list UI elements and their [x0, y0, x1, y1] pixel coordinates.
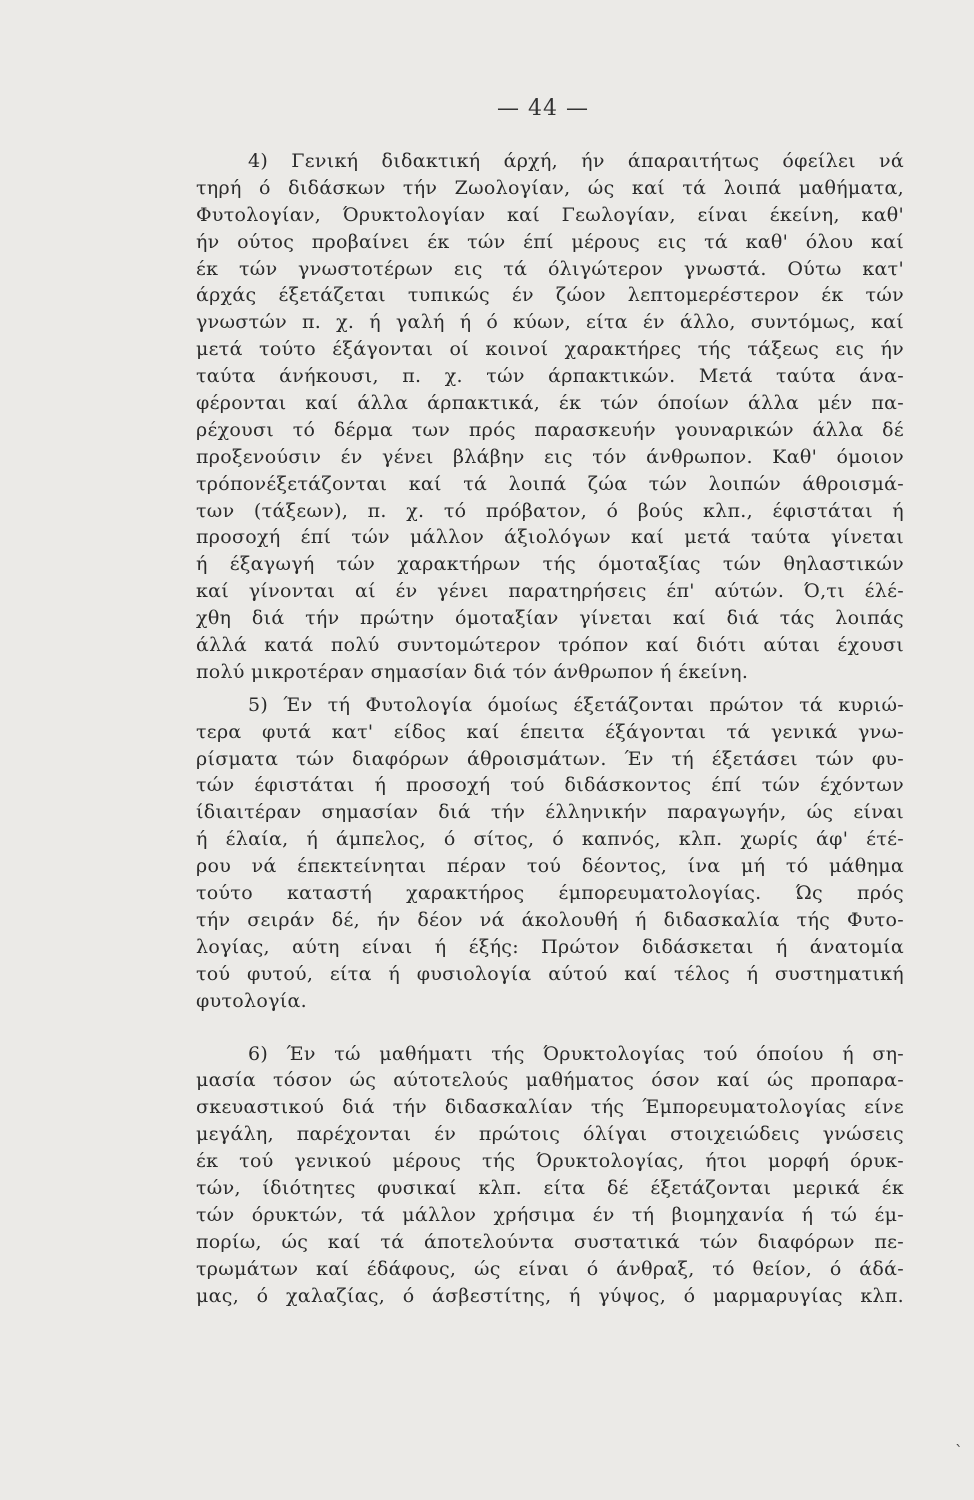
text-line: 5) Έν τή Φυτολογία όμοίως έξετάζονται πρώτον τά κυριώ- [248, 693, 904, 716]
text-line: τερα φυτά κατ' είδος καί έπειτα έξάγονται τά γενικά γνω- [196, 720, 904, 743]
text-line: πορίω, ώς καί τά άποτελούντα συστατικά τών διαφόρων πε- [196, 1230, 904, 1253]
page-number: — 44 — [497, 96, 589, 121]
text-line: μετά τούτο έξάγονται οί κοινοί χαρακτήρες τής τάξεως εις ήν [196, 338, 904, 361]
text-line: μας, ό χαλαζίας, ό άσβεστίτης, ή γύψος, ό μαρμαρυγίας κλπ. [196, 1284, 904, 1307]
text-line: λογίας, αύτη είναι ή έξής: Πρώτον διδάσκεται ή άνατομία [196, 935, 904, 958]
text-line: ταύτα άνήκουσι, π. χ. τών άρπακτικών. Μετά ταύτα άνα- [196, 365, 904, 388]
text-line: προσοχή έπί τών μάλλον άξιολόγων καί μετά ταύτα γίνεται [196, 526, 904, 549]
text-line: τηρή ό διδάσκων τήν Ζωολογίαν, ώς καί τά λοιπά μαθήματα, [196, 176, 904, 199]
paragraph-6 [196, 1041, 904, 1310]
paragraph-4 [196, 148, 904, 686]
text-line: ήν ούτος προβαίνει έκ τών έπί μέρους εις τά καθ' όλου καί [196, 230, 904, 253]
text-line: άλλά κατά πολύ συντομώτερον τρόπον καί διότι αύται έχουσι [196, 634, 904, 657]
text-line: τρόπονέξετάζονται καί τά λοιπά ζώα τών λοιπών άθροισμά- [196, 472, 904, 495]
text-line: 6) Έν τώ μαθήματι τής Όρυκτολογίας τού όποίου ή ση- [248, 1042, 904, 1065]
text-line: τών, ίδιότητες φυσικαί κλπ. είτα δέ έξετάζονται μερικά έκ [196, 1176, 904, 1199]
text-line: 4) Γενική διδακτική άρχή, ήν άπαραιτήτως όφείλει νά [248, 150, 904, 172]
text-line: τών έφιστάται ή προσοχή τού διδάσκοντος έπί τών έχόντων [196, 774, 904, 797]
text-line: άρχάς έξετάζεται τυπικώς έν ζώον λεπτομερέστερον έκ τών [196, 284, 904, 307]
text-line: τήν σειράν δέ, ήν δέον νά άκολουθή ή διδασκαλία τής Φυτο- [196, 908, 904, 931]
text-line: ρου νά έπεκτείνηται πέραν τού δέοντος, ίνα μή τό μάθημα [196, 855, 904, 878]
text-line: ρίσματα τών διαφόρων άθροισμάτων. Έν τή έξετάσει τών φυ- [196, 747, 904, 770]
text-line: καί γίνονται αί έν γένει παρατηρήσεις έπ' αύτών. Ό,τι έλέ- [196, 580, 904, 603]
text-line: γνωστών π. χ. ή γαλή ή ό κύων, είτα έν άλλο, συντόμως, καί [196, 311, 904, 334]
body-text [196, 148, 904, 1309]
text-line: Φυτολογίαν, Όρυκτολογίαν καί Γεωλογίαν, είναι έκείνη, καθ' [196, 203, 904, 226]
text-line: τούτο καταστή χαρακτήρος έμπορευματολογίας. Ώς πρός [196, 882, 904, 905]
text-line: φέρονται καί άλλα άρπακτικά, έκ τών όποίων άλλα μέν πα- [196, 392, 904, 415]
text-line: των (τάξεων), π. χ. τό πρόβατον, ό βούς κλπ., έφιστάται ή [196, 499, 904, 522]
text-line: χθη διά τήν πρώτην όμοταξίαν γίνεται καί διά τάς λοιπάς [196, 607, 904, 630]
text-line: έκ τού γενικού μέρους τής Όρυκτολογίας, ήτοι μορφή όρυκ- [196, 1150, 904, 1173]
text-line: ή έλαία, ή άμπελος, ό σίτος, ό καπνός, κλπ. χωρίς άφ' έτέ- [196, 828, 904, 851]
text-line: τών όρυκτών, τά μάλλον χρήσιμα έν τή βιομηχανία ή τώ έμ- [196, 1203, 904, 1226]
text-line: μασία τόσον ώς αύτοτελούς μαθήματος όσον καί ώς προπαρα- [196, 1069, 904, 1092]
scan-mark: ` [955, 1442, 963, 1461]
text-line: έκ τών γνωστοτέρων εις τά όλιγώτερον γνωστά. Ούτω κατ' [196, 257, 904, 280]
text-line: ή έξαγωγή τών χαρακτήρων τής όμοταξίας τών θηλαστικών [196, 553, 904, 576]
text-line: σκευαστικού διά τήν διδασκαλίαν τής Έμπορευματολογίας είνε [196, 1096, 904, 1119]
text-line: φυτολογία. [196, 989, 307, 1012]
text-line: ρέχουσι τό δέρμα των πρός παρασκευήν γουναρικών άλλα δέ [196, 418, 904, 441]
text-line: τού φυτού, είτα ή φυσιολογία αύτού καί τέλος ή συστηματική [196, 962, 904, 985]
text-line: πολύ μικροτέραν σημασίαν διά τόν άνθρωπον ή έκείνη. [196, 660, 749, 683]
text-line: μεγάλη, παρέχονται έν πρώτοις όλίγαι στοιχειώδεις γνώσεις [196, 1123, 904, 1146]
text-line: ίδιαιτέραν σημασίαν διά τήν έλληνικήν παραγωγήν, ώς είναι [196, 801, 904, 824]
text-line: τρωμάτων καί έδάφους, ώς είναι ό άνθραξ, τό θείον, ό άδά- [196, 1257, 904, 1280]
paragraph-5 [196, 692, 904, 1015]
text-line: προξενούσιν έν γένει βλάβην εις τόν άνθρωπον. Καθ' όμοιον [196, 445, 904, 468]
